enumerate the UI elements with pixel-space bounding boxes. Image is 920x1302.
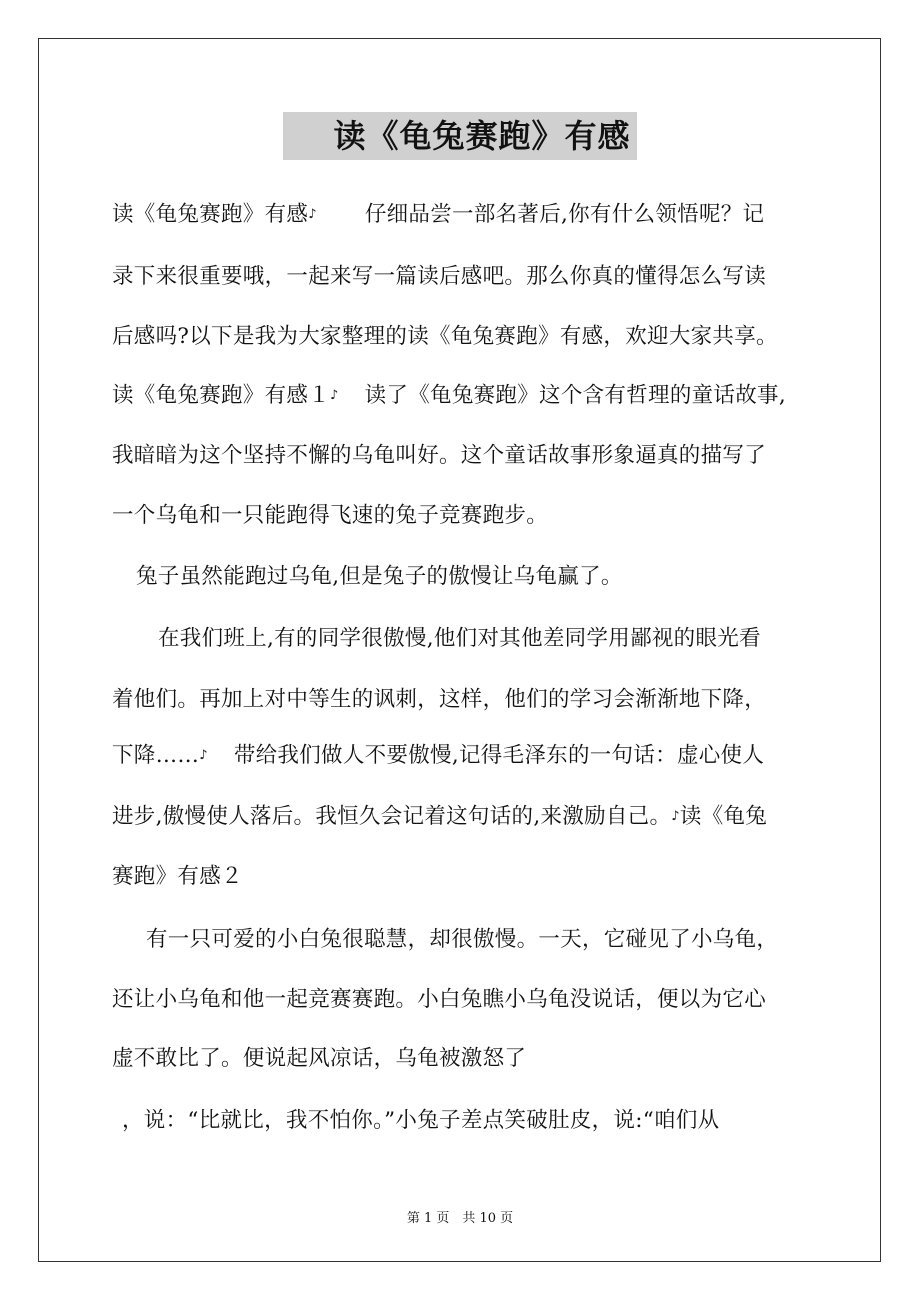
text-line <box>112 985 832 1015</box>
text-line <box>112 200 832 230</box>
text-line <box>136 562 856 592</box>
text-line <box>112 381 832 411</box>
text-segment: 兔子虽然能跑过乌龟,但是兔子的傲慢让乌龟赢了。 <box>136 564 623 589</box>
text-segment: 读了《龟兔赛跑》这个含有哲理的童话故事, <box>364 383 786 408</box>
text-line <box>112 1044 832 1074</box>
text-line <box>112 441 832 471</box>
title-block <box>0 112 920 160</box>
text-line <box>112 501 832 531</box>
text-segment: 虚不敢比了。便说起风凉话，乌龟被激怒了 <box>112 1046 527 1071</box>
text-segment: 读《龟兔赛跑》有感 <box>112 202 309 227</box>
text-segment: 有一只可爱的小白兔很聪慧，却很傲慢。一天，它碰见了小乌龟， <box>146 927 779 952</box>
page-number: 第 1 页 共 10 页 <box>406 1211 514 1226</box>
text-segment: 后感吗?以下是我为大家整理的读《龟兔赛跑》有感，欢迎大家共享。 <box>112 324 778 349</box>
text-segment: 仔细品尝一部名著后,你有什么领悟呢？记 <box>364 202 765 227</box>
text-line <box>158 624 878 654</box>
text-line <box>112 685 832 715</box>
text-segment: ，说：“比就比，我不怕你。”小兔子差点笑破肚皮，说:“咱们从 <box>122 1108 720 1133</box>
text-line <box>112 262 832 292</box>
text-segment: 进步,傲慢使人落后。我恒久会记着这句话的,来激励自己。 <box>112 804 672 829</box>
paragraph-mark-icon: ♪ <box>330 388 339 403</box>
text-segment: 还让小乌龟和他一起竞赛赛跑。小白兔瞧小乌龟没说话，便以为它心 <box>112 987 767 1012</box>
page-title: 读《龟兔赛跑》有感 <box>283 112 636 160</box>
text-segment: 读《龟兔 <box>679 804 768 829</box>
text-segment: 赛跑》有感２ <box>112 864 243 889</box>
text-line <box>112 862 832 892</box>
text-segment: 着他们。再加上对中等生的讽刺，这样，他们的学习会渐渐地下降， <box>112 687 767 712</box>
text-line <box>122 1106 842 1136</box>
paragraph-mark-icon: ♪ <box>199 748 208 763</box>
paragraph-mark-icon: ♪ <box>671 809 680 824</box>
text-line <box>112 741 832 771</box>
text-line <box>146 925 866 955</box>
text-segment: 下降…… <box>112 743 200 768</box>
text-segment: 我暗暗为这个坚持不懈的乌龟叫好。这个童话故事形象逼真的描写了 <box>112 443 767 468</box>
text-segment: 一个乌龟和一只能跑得飞速的兔子竞赛跑步。 <box>112 503 549 528</box>
text-segment: 录下来很重要哦，一起来写一篇读后感吧。那么你真的懂得怎么写读 <box>112 264 767 289</box>
text-segment: 读《龟兔赛跑》有感１ <box>112 383 331 408</box>
text-segment: 在我们班上,有的同学很傲慢,他们对其他差同学用鄙视的眼光看 <box>158 626 761 651</box>
paragraph-mark-icon: ♪ <box>308 207 317 222</box>
page-footer <box>0 1207 920 1226</box>
text-line <box>112 322 832 352</box>
text-line <box>112 802 832 832</box>
text-segment: 带给我们做人不要傲慢,记得毛泽东的一句话：虚心使人 <box>233 743 765 768</box>
